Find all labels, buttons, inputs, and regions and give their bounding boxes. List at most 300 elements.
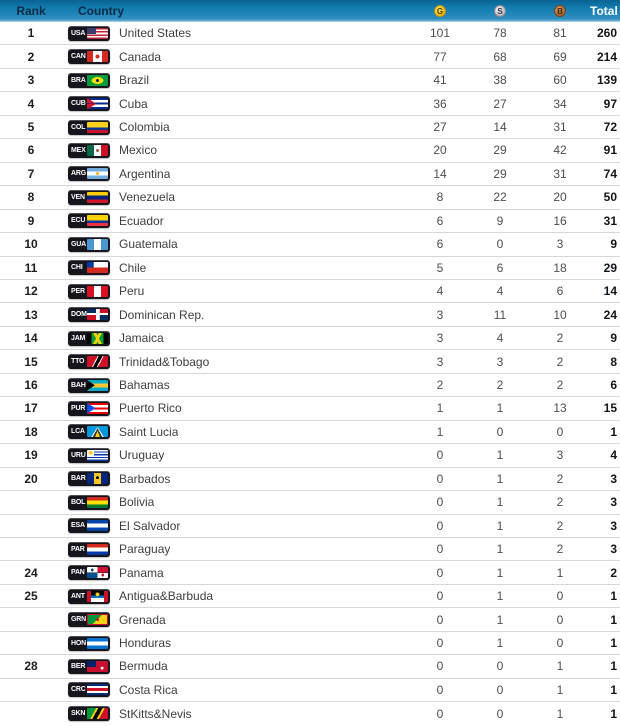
country-name: Chile xyxy=(119,260,147,275)
country-code: MEX xyxy=(71,146,86,154)
country-flag-icon xyxy=(87,75,108,86)
table-row xyxy=(0,444,620,467)
silver-value: 2 xyxy=(496,378,504,393)
gold-value: 0 xyxy=(436,471,444,486)
bronze-value: 2 xyxy=(556,542,564,557)
table-row xyxy=(0,585,620,608)
silver-value: 0 xyxy=(496,659,504,674)
rank-value: 25 xyxy=(24,589,38,604)
country-code: CHI xyxy=(71,264,83,272)
country-flag-icon xyxy=(87,614,108,625)
gold-value: 3 xyxy=(436,331,444,346)
country-name: StKitts&Nevis xyxy=(119,706,192,721)
country-code: ECU xyxy=(71,217,86,225)
total-value: 29 xyxy=(603,260,617,275)
country-flag-icon xyxy=(87,473,108,484)
country-code: PAN xyxy=(71,569,85,577)
total-value: 2 xyxy=(610,565,617,580)
gold-value: 0 xyxy=(436,612,444,627)
gold-value: 0 xyxy=(436,542,444,557)
table-row xyxy=(0,561,620,584)
gold-medal-icon: G xyxy=(434,5,446,17)
country-name: Panama xyxy=(119,565,164,580)
silver-value: 29 xyxy=(493,143,507,158)
rank-value: 15 xyxy=(24,354,38,369)
table-row xyxy=(0,22,620,45)
table-row xyxy=(0,608,620,631)
country-code: GUA xyxy=(71,240,86,248)
silver-value: 1 xyxy=(496,636,504,650)
country-name: Brazil xyxy=(119,73,150,88)
header-silver[interactable] xyxy=(470,5,530,17)
total-value: 31 xyxy=(603,213,617,228)
gold-value: 0 xyxy=(436,636,444,650)
table-row xyxy=(0,491,620,514)
gold-value: 0 xyxy=(436,659,444,674)
country-code: DOM xyxy=(71,311,87,319)
total-value: 1 xyxy=(610,682,617,697)
total-value: 1 xyxy=(610,612,617,627)
country-name: Trinidad&Tobago xyxy=(119,354,210,369)
bronze-value: 81 xyxy=(553,26,567,41)
total-value: 74 xyxy=(603,166,617,181)
country-code: HON xyxy=(71,639,86,647)
country-flag-icon xyxy=(87,168,108,179)
gold-value: 6 xyxy=(436,237,444,252)
country-flag-icon xyxy=(87,426,108,437)
medal-table-body xyxy=(0,22,620,726)
gold-value: 1 xyxy=(436,401,444,416)
bronze-value: 3 xyxy=(556,237,564,252)
table-row xyxy=(0,538,620,561)
country-name: Uruguay xyxy=(119,448,165,463)
country-name: Honduras xyxy=(119,636,172,650)
country-code: SKN xyxy=(71,710,86,718)
bronze-medal-icon: B xyxy=(554,5,566,17)
country-flag-badge xyxy=(68,166,110,181)
country-flag-icon xyxy=(87,403,108,414)
country-flag-badge xyxy=(68,73,110,88)
total-value: 214 xyxy=(596,49,617,64)
country-flag-badge xyxy=(68,307,110,322)
bronze-value: 60 xyxy=(553,73,567,88)
country-name: Bolivia xyxy=(119,495,155,510)
table-row xyxy=(0,679,620,702)
country-flag-badge xyxy=(68,636,110,651)
gold-value: 77 xyxy=(433,49,447,64)
country-code: PER xyxy=(71,287,85,295)
gold-value: 0 xyxy=(436,448,444,463)
country-flag-icon xyxy=(87,28,108,39)
gold-value: 27 xyxy=(433,120,447,135)
country-name: Bermuda xyxy=(119,659,168,674)
rank-value: 3 xyxy=(27,73,35,88)
country-name: Antigua&Barbuda xyxy=(119,589,214,604)
silver-value: 0 xyxy=(496,706,504,721)
country-name: Venezuela xyxy=(119,190,176,205)
gold-value: 0 xyxy=(436,706,444,721)
total-value: 3 xyxy=(610,471,617,486)
country-flag-icon xyxy=(87,192,108,203)
rank-value: 4 xyxy=(27,96,35,111)
gold-value: 0 xyxy=(436,495,444,510)
country-name: Canada xyxy=(119,49,162,64)
table-row xyxy=(0,186,620,209)
country-code: USA xyxy=(71,29,86,37)
bronze-value: 16 xyxy=(553,213,567,228)
bronze-value: 2 xyxy=(556,378,564,393)
rank-value: 14 xyxy=(24,331,38,346)
table-row xyxy=(0,116,620,139)
table-row xyxy=(0,327,620,350)
header-country-label: Country xyxy=(78,3,124,18)
rank-value: 13 xyxy=(24,307,38,322)
silver-value: 1 xyxy=(496,471,504,486)
country-flag-icon xyxy=(87,51,108,62)
silver-value: 78 xyxy=(493,26,507,41)
rank-value: 1 xyxy=(27,26,35,41)
gold-value: 3 xyxy=(436,307,444,322)
country-code: VEN xyxy=(71,193,85,201)
total-value: 139 xyxy=(596,73,617,88)
country-flag-badge xyxy=(68,706,110,721)
country-flag-badge xyxy=(68,331,110,346)
silver-value: 29 xyxy=(493,166,507,181)
silver-value: 38 xyxy=(493,73,507,88)
gold-value: 0 xyxy=(436,565,444,580)
total-value: 3 xyxy=(610,495,617,510)
silver-value: 4 xyxy=(496,331,504,346)
rank-value: 2 xyxy=(27,49,35,64)
country-flag-badge xyxy=(68,96,110,111)
table-row xyxy=(0,515,620,538)
gold-value: 36 xyxy=(433,96,447,111)
bronze-value: 18 xyxy=(553,260,567,275)
table-row xyxy=(0,92,620,115)
bronze-value: 1 xyxy=(556,706,564,721)
country-code: BOL xyxy=(71,498,86,506)
country-name: Dominican Rep. xyxy=(119,307,205,322)
bronze-value: 2 xyxy=(556,495,564,510)
rank-value: 18 xyxy=(24,424,38,439)
bronze-value: 0 xyxy=(556,612,564,627)
country-flag-badge xyxy=(68,213,110,228)
bronze-value: 10 xyxy=(553,307,567,322)
country-code: ESA xyxy=(71,522,85,530)
gold-value: 41 xyxy=(433,73,447,88)
country-flag-icon xyxy=(87,520,108,531)
table-row xyxy=(0,233,620,256)
country-code: LCA xyxy=(71,428,85,436)
country-flag-badge xyxy=(68,401,110,416)
country-code: TTO xyxy=(71,358,85,366)
rank-value: 16 xyxy=(24,378,38,393)
country-flag-icon xyxy=(87,638,108,649)
country-code: BAR xyxy=(71,475,86,483)
header-bronze[interactable] xyxy=(530,5,590,17)
bronze-value: 1 xyxy=(556,565,564,580)
table-row xyxy=(0,702,620,725)
silver-value: 27 xyxy=(493,96,507,111)
country-code: ANT xyxy=(71,592,85,600)
country-name: Puerto Rico xyxy=(119,401,182,416)
country-code: BAH xyxy=(71,381,86,389)
bronze-value: 2 xyxy=(556,518,564,533)
country-flag-badge xyxy=(68,49,110,64)
country-name: United States xyxy=(119,26,192,41)
bronze-value: 1 xyxy=(556,682,564,697)
country-name: Peru xyxy=(119,284,145,299)
total-value: 3 xyxy=(610,518,617,533)
country-code: JAM xyxy=(71,334,86,342)
country-flag-badge xyxy=(68,143,110,158)
country-flag-badge xyxy=(68,471,110,486)
total-value: 1 xyxy=(610,706,617,721)
country-name: Argentina xyxy=(119,166,171,181)
country-flag-icon xyxy=(87,262,108,273)
total-value: 9 xyxy=(610,331,617,346)
silver-value: 1 xyxy=(496,589,504,604)
table-row xyxy=(0,421,620,444)
country-flag-badge xyxy=(68,682,110,697)
rank-value: 10 xyxy=(24,237,38,252)
country-flag-icon xyxy=(87,145,108,156)
gold-value: 4 xyxy=(436,284,444,299)
total-value: 72 xyxy=(603,120,617,135)
country-flag-badge xyxy=(68,495,110,510)
gold-value: 0 xyxy=(436,682,444,697)
bronze-value: 2 xyxy=(556,331,564,346)
country-name: Grenada xyxy=(119,612,166,627)
gold-value: 1 xyxy=(436,424,444,439)
silver-value: 22 xyxy=(493,190,507,205)
country-flag-icon xyxy=(87,286,108,297)
silver-value: 1 xyxy=(496,495,504,510)
bronze-value: 0 xyxy=(556,589,564,604)
country-flag-icon xyxy=(87,380,108,391)
rank-value: 6 xyxy=(27,143,35,158)
silver-value: 1 xyxy=(496,401,504,416)
table-row xyxy=(0,303,620,326)
country-flag-badge xyxy=(68,378,110,393)
country-flag-badge xyxy=(68,565,110,580)
country-flag-badge xyxy=(68,448,110,463)
country-name: El Salvador xyxy=(119,518,181,533)
rank-value: 7 xyxy=(27,166,35,181)
bronze-value: 2 xyxy=(556,471,564,486)
country-flag-icon xyxy=(87,239,108,250)
table-row xyxy=(0,280,620,303)
total-value: 9 xyxy=(610,237,617,252)
country-flag-badge xyxy=(68,589,110,604)
country-flag-icon xyxy=(87,122,108,133)
total-value: 3 xyxy=(610,542,617,557)
total-value: 6 xyxy=(610,378,617,393)
rank-value: 19 xyxy=(24,448,38,463)
silver-value: 11 xyxy=(493,307,507,322)
country-code: CAN xyxy=(71,53,86,61)
silver-value: 4 xyxy=(496,284,504,299)
bronze-value: 0 xyxy=(556,636,564,650)
gold-value: 5 xyxy=(436,260,444,275)
header-country[interactable] xyxy=(62,4,410,18)
gold-value: 0 xyxy=(436,518,444,533)
header-gold[interactable] xyxy=(410,5,470,17)
bronze-value: 34 xyxy=(553,96,567,111)
table-row xyxy=(0,69,620,92)
gold-value: 8 xyxy=(436,190,444,205)
silver-value: 0 xyxy=(496,682,504,697)
total-value: 1 xyxy=(610,636,617,650)
country-flag-badge xyxy=(68,237,110,252)
total-value: 97 xyxy=(603,96,617,111)
bronze-value: 42 xyxy=(553,143,567,158)
country-flag-icon xyxy=(87,333,108,344)
table-row xyxy=(0,655,620,678)
country-code: GRN xyxy=(71,616,86,624)
country-name: Cuba xyxy=(119,96,148,111)
gold-value: 14 xyxy=(433,166,447,181)
country-name: Ecuador xyxy=(119,213,164,228)
total-value: 15 xyxy=(603,401,617,416)
table-row xyxy=(0,374,620,397)
country-flag-badge xyxy=(68,190,110,205)
silver-value: 9 xyxy=(496,213,504,228)
country-code: BRA xyxy=(71,76,86,84)
table-row xyxy=(0,163,620,186)
country-flag-icon xyxy=(87,684,108,695)
country-name: Costa Rica xyxy=(119,682,178,697)
total-value: 8 xyxy=(610,354,617,369)
rank-value: 9 xyxy=(27,213,35,228)
total-value: 50 xyxy=(603,190,617,205)
country-name: Jamaica xyxy=(119,331,164,346)
gold-value: 2 xyxy=(436,378,444,393)
country-flag-badge xyxy=(68,120,110,135)
medal-table-header xyxy=(0,0,620,22)
gold-value: 0 xyxy=(436,589,444,604)
total-value: 4 xyxy=(610,448,617,463)
country-flag-badge xyxy=(68,542,110,557)
country-code: COL xyxy=(71,123,86,131)
bronze-value: 2 xyxy=(556,354,564,369)
silver-value: 3 xyxy=(496,354,504,369)
country-flag-badge xyxy=(68,284,110,299)
country-flag-icon xyxy=(87,567,108,578)
country-code: BER xyxy=(71,662,86,670)
country-code: URU xyxy=(71,451,86,459)
country-code: PUR xyxy=(71,404,86,412)
silver-value: 0 xyxy=(496,424,504,439)
bronze-value: 13 xyxy=(553,401,567,416)
total-value: 14 xyxy=(603,284,617,299)
silver-value: 14 xyxy=(493,120,507,135)
bronze-value: 3 xyxy=(556,448,564,463)
country-name: Guatemala xyxy=(119,237,178,252)
silver-value: 1 xyxy=(496,518,504,533)
country-flag-icon xyxy=(87,708,108,719)
gold-value: 3 xyxy=(436,354,444,369)
country-flag-icon xyxy=(87,98,108,109)
country-code: PAR xyxy=(71,545,85,553)
bronze-value: 20 xyxy=(553,190,567,205)
total-value: 91 xyxy=(603,143,617,158)
total-value: 24 xyxy=(603,307,617,322)
table-row xyxy=(0,632,620,655)
country-flag-icon xyxy=(87,591,108,602)
silver-value: 1 xyxy=(496,612,504,627)
bronze-value: 31 xyxy=(553,120,567,135)
country-flag-badge xyxy=(68,518,110,533)
rank-value: 28 xyxy=(24,659,38,674)
rank-value: 24 xyxy=(24,565,38,580)
gold-value: 101 xyxy=(429,26,451,41)
header-rank[interactable]: Rank xyxy=(16,3,46,18)
silver-value: 1 xyxy=(496,565,504,580)
country-code: ARG xyxy=(71,170,86,178)
silver-value: 68 xyxy=(493,49,507,64)
table-row xyxy=(0,350,620,373)
bronze-value: 6 xyxy=(556,284,564,299)
country-flag-badge xyxy=(68,354,110,369)
total-value: 1 xyxy=(610,424,617,439)
total-value: 1 xyxy=(610,659,617,674)
country-name: Saint Lucia xyxy=(119,424,179,439)
table-row xyxy=(0,45,620,68)
country-flag-icon xyxy=(87,215,108,226)
bronze-value: 0 xyxy=(556,424,564,439)
silver-medal-icon: S xyxy=(494,5,506,17)
country-name: Bahamas xyxy=(119,378,170,393)
country-flag-badge xyxy=(68,659,110,674)
country-flag-icon xyxy=(87,544,108,555)
country-flag-badge xyxy=(68,424,110,439)
country-flag-badge xyxy=(68,260,110,275)
total-value: 1 xyxy=(610,589,617,604)
country-flag-badge xyxy=(68,26,110,41)
header-total[interactable]: Total xyxy=(590,3,618,18)
rank-value: 20 xyxy=(24,471,38,486)
country-name: Colombia xyxy=(119,120,170,135)
country-code: CRC xyxy=(71,686,86,694)
country-flag-icon xyxy=(87,356,108,367)
country-name: Paraguay xyxy=(119,542,171,557)
silver-value: 1 xyxy=(496,542,504,557)
silver-value: 0 xyxy=(496,237,504,252)
table-row xyxy=(0,139,620,162)
table-row xyxy=(0,468,620,491)
silver-value: 6 xyxy=(496,260,504,275)
rank-value: 17 xyxy=(24,401,38,416)
country-name: Barbados xyxy=(119,471,171,486)
country-flag-icon xyxy=(87,309,108,320)
rank-value: 12 xyxy=(24,284,38,299)
bronze-value: 1 xyxy=(556,659,564,674)
rank-value: 11 xyxy=(24,260,38,275)
country-code: CUB xyxy=(71,100,86,108)
gold-value: 20 xyxy=(433,143,447,158)
country-flag-icon xyxy=(87,497,108,508)
country-name: Mexico xyxy=(119,143,158,158)
rank-value: 8 xyxy=(27,190,35,205)
table-row xyxy=(0,210,620,233)
country-flag-icon xyxy=(87,661,108,672)
bronze-value: 69 xyxy=(553,49,567,64)
table-row xyxy=(0,257,620,280)
country-flag-icon xyxy=(87,450,108,461)
gold-value: 6 xyxy=(436,213,444,228)
total-value: 260 xyxy=(596,26,617,41)
